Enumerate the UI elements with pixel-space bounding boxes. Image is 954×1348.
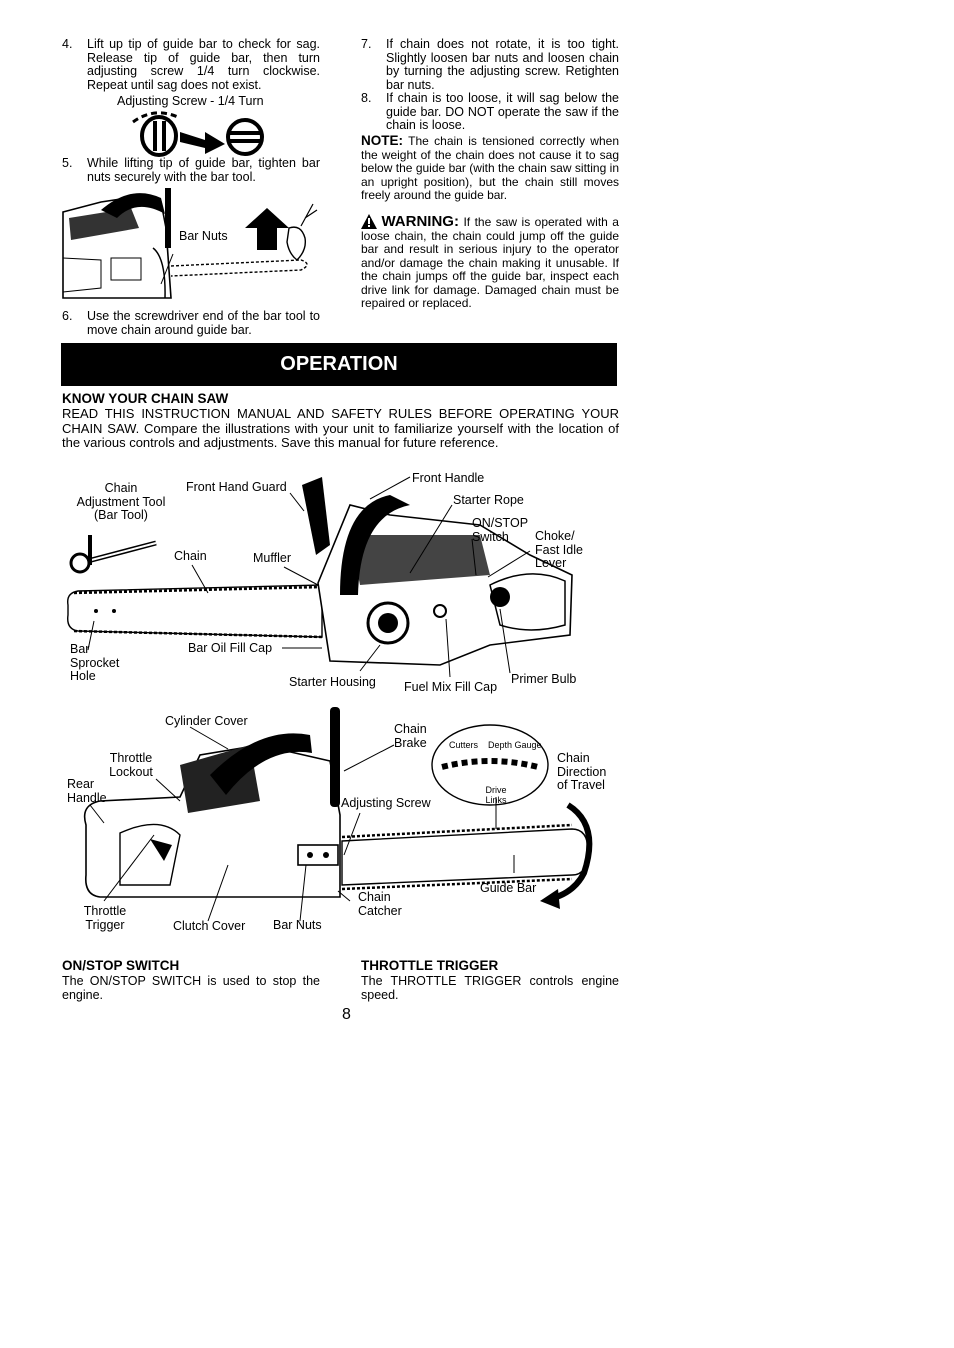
- bar-nuts-figure: [61, 188, 323, 306]
- label-clutch-cover: Clutch Cover: [173, 919, 246, 933]
- label-throttle-lockout: Throttle Lockout: [109, 751, 153, 779]
- label-bar-nuts: Bar Nuts: [273, 918, 322, 932]
- on-stop-text: The ON/STOP SWITCH is used to stop the engine.: [62, 974, 320, 1002]
- figure-caption: Adjusting Screw - 1/4 Turn: [117, 94, 264, 108]
- label-throttle-trigger: Throttle Trigger: [83, 904, 127, 932]
- warning-text: If the saw is operated with a loose chain, the chain could jump off the guide bar and result in serious injury to the operator and/or damage the chain making it unusable. If the chain jumps off the guide bar, inspect each drive link for damage. Damaged chain must be repaired or replaced.: [361, 215, 619, 310]
- label-primer-bulb: Primer Bulb: [511, 672, 577, 686]
- label-chain-catcher: Chain Catcher: [358, 890, 402, 918]
- step-number: 8.: [361, 91, 372, 105]
- label-fuel-mix-fill-cap: Fuel Mix Fill Cap: [404, 680, 498, 694]
- label-on-stop-switch: ON/STOP Switch: [472, 516, 529, 544]
- on-stop-heading: ON/STOP SWITCH: [62, 958, 180, 973]
- label-cutters: Cutters: [449, 740, 479, 750]
- note-text: The chain is tensioned correctly when the weight of the chain does not cause it to sag below the guide bar (with the chain saw sitting in an upright position), but the chain still moves freely around the guide bar.: [361, 134, 619, 202]
- note-label: NOTE:: [361, 133, 403, 148]
- label-bar-oil-fill-cap: Bar Oil Fill Cap: [188, 641, 273, 655]
- warning-label: WARNING:: [381, 213, 459, 230]
- label-starter-housing: Starter Housing: [289, 675, 376, 689]
- step-number: 6.: [62, 309, 73, 323]
- step-text: Use the screwdriver end of the bar tool to move chain around guide bar.: [87, 309, 320, 337]
- label-guide-bar: Guide Bar: [480, 881, 537, 895]
- bar-tool-icon: [71, 535, 156, 572]
- label-choke-lever: Choke/ Fast Idle Lever: [535, 529, 583, 570]
- know-heading: KNOW YOUR CHAIN SAW: [62, 391, 229, 406]
- label-drive-links: Drive Links: [485, 785, 507, 805]
- section-title: OPERATION: [280, 353, 398, 375]
- throttle-heading: THROTTLE TRIGGER: [361, 958, 499, 973]
- label-muffler: Muffler: [253, 551, 291, 565]
- know-text: READ THIS INSTRUCTION MANUAL AND SAFETY RULES BEFORE OPERATING YOUR CHAIN SAW. Compare the illustrations with your unit to familiarize yourself with the location of the various controls and adjustments. Save this manual for future reference.: [62, 406, 619, 450]
- label-cylinder-cover: Cylinder Cover: [165, 714, 248, 728]
- label-chain-adjustment-tool: Chain Adjustment Tool (Bar Tool): [76, 481, 166, 522]
- label-chain-direction: Chain Direction of Travel: [557, 751, 607, 792]
- label-depth-gauge: Depth Gauge: [488, 740, 542, 750]
- step-number: 5.: [62, 156, 73, 170]
- throttle-text: The THROTTLE TRIGGER controls engine speed.: [361, 974, 619, 1002]
- warning-block: [361, 214, 619, 311]
- adjusting-screw-figure: [125, 110, 270, 160]
- step-text: Lift up tip of guide bar to check for sag. Release tip of guide bar, then turn adjusting screw 1/4 turn clockwise. Repeat until sag does not exist.: [87, 37, 320, 92]
- label-chain-brake: Chain Brake: [394, 722, 427, 750]
- section-banner: [61, 343, 617, 386]
- step-text: While lifting tip of guide bar, tighten bar nuts securely with the bar tool.: [87, 156, 320, 184]
- step-text: If chain does not rotate, it is too tight. Slightly loosen bar nuts and loosen chain by turning the adjusting screw. Retighten bar nuts.: [386, 37, 619, 92]
- label-chain: Chain: [174, 549, 207, 563]
- label-front-handle: Front Handle: [412, 471, 485, 485]
- label-bar-sprocket-hole: Bar Sprocket Hole: [70, 642, 120, 683]
- label-rear-handle: Rear Handle: [67, 777, 107, 805]
- label-adjusting-screw: Adjusting Screw: [341, 796, 431, 810]
- page-number: 8: [342, 1006, 351, 1023]
- step-text: If chain is too loose, it will sag below the guide bar. DO NOT operate the saw if the chain is loose.: [386, 91, 619, 132]
- label-front-hand-guard: Front Hand Guard: [186, 480, 287, 494]
- bar-nuts-label: Bar Nuts: [179, 229, 228, 243]
- warning-icon: [361, 214, 377, 229]
- note-block: [361, 134, 619, 203]
- step-number: 4.: [62, 37, 73, 51]
- step-number: 7.: [361, 37, 372, 51]
- label-starter-rope: Starter Rope: [453, 493, 524, 507]
